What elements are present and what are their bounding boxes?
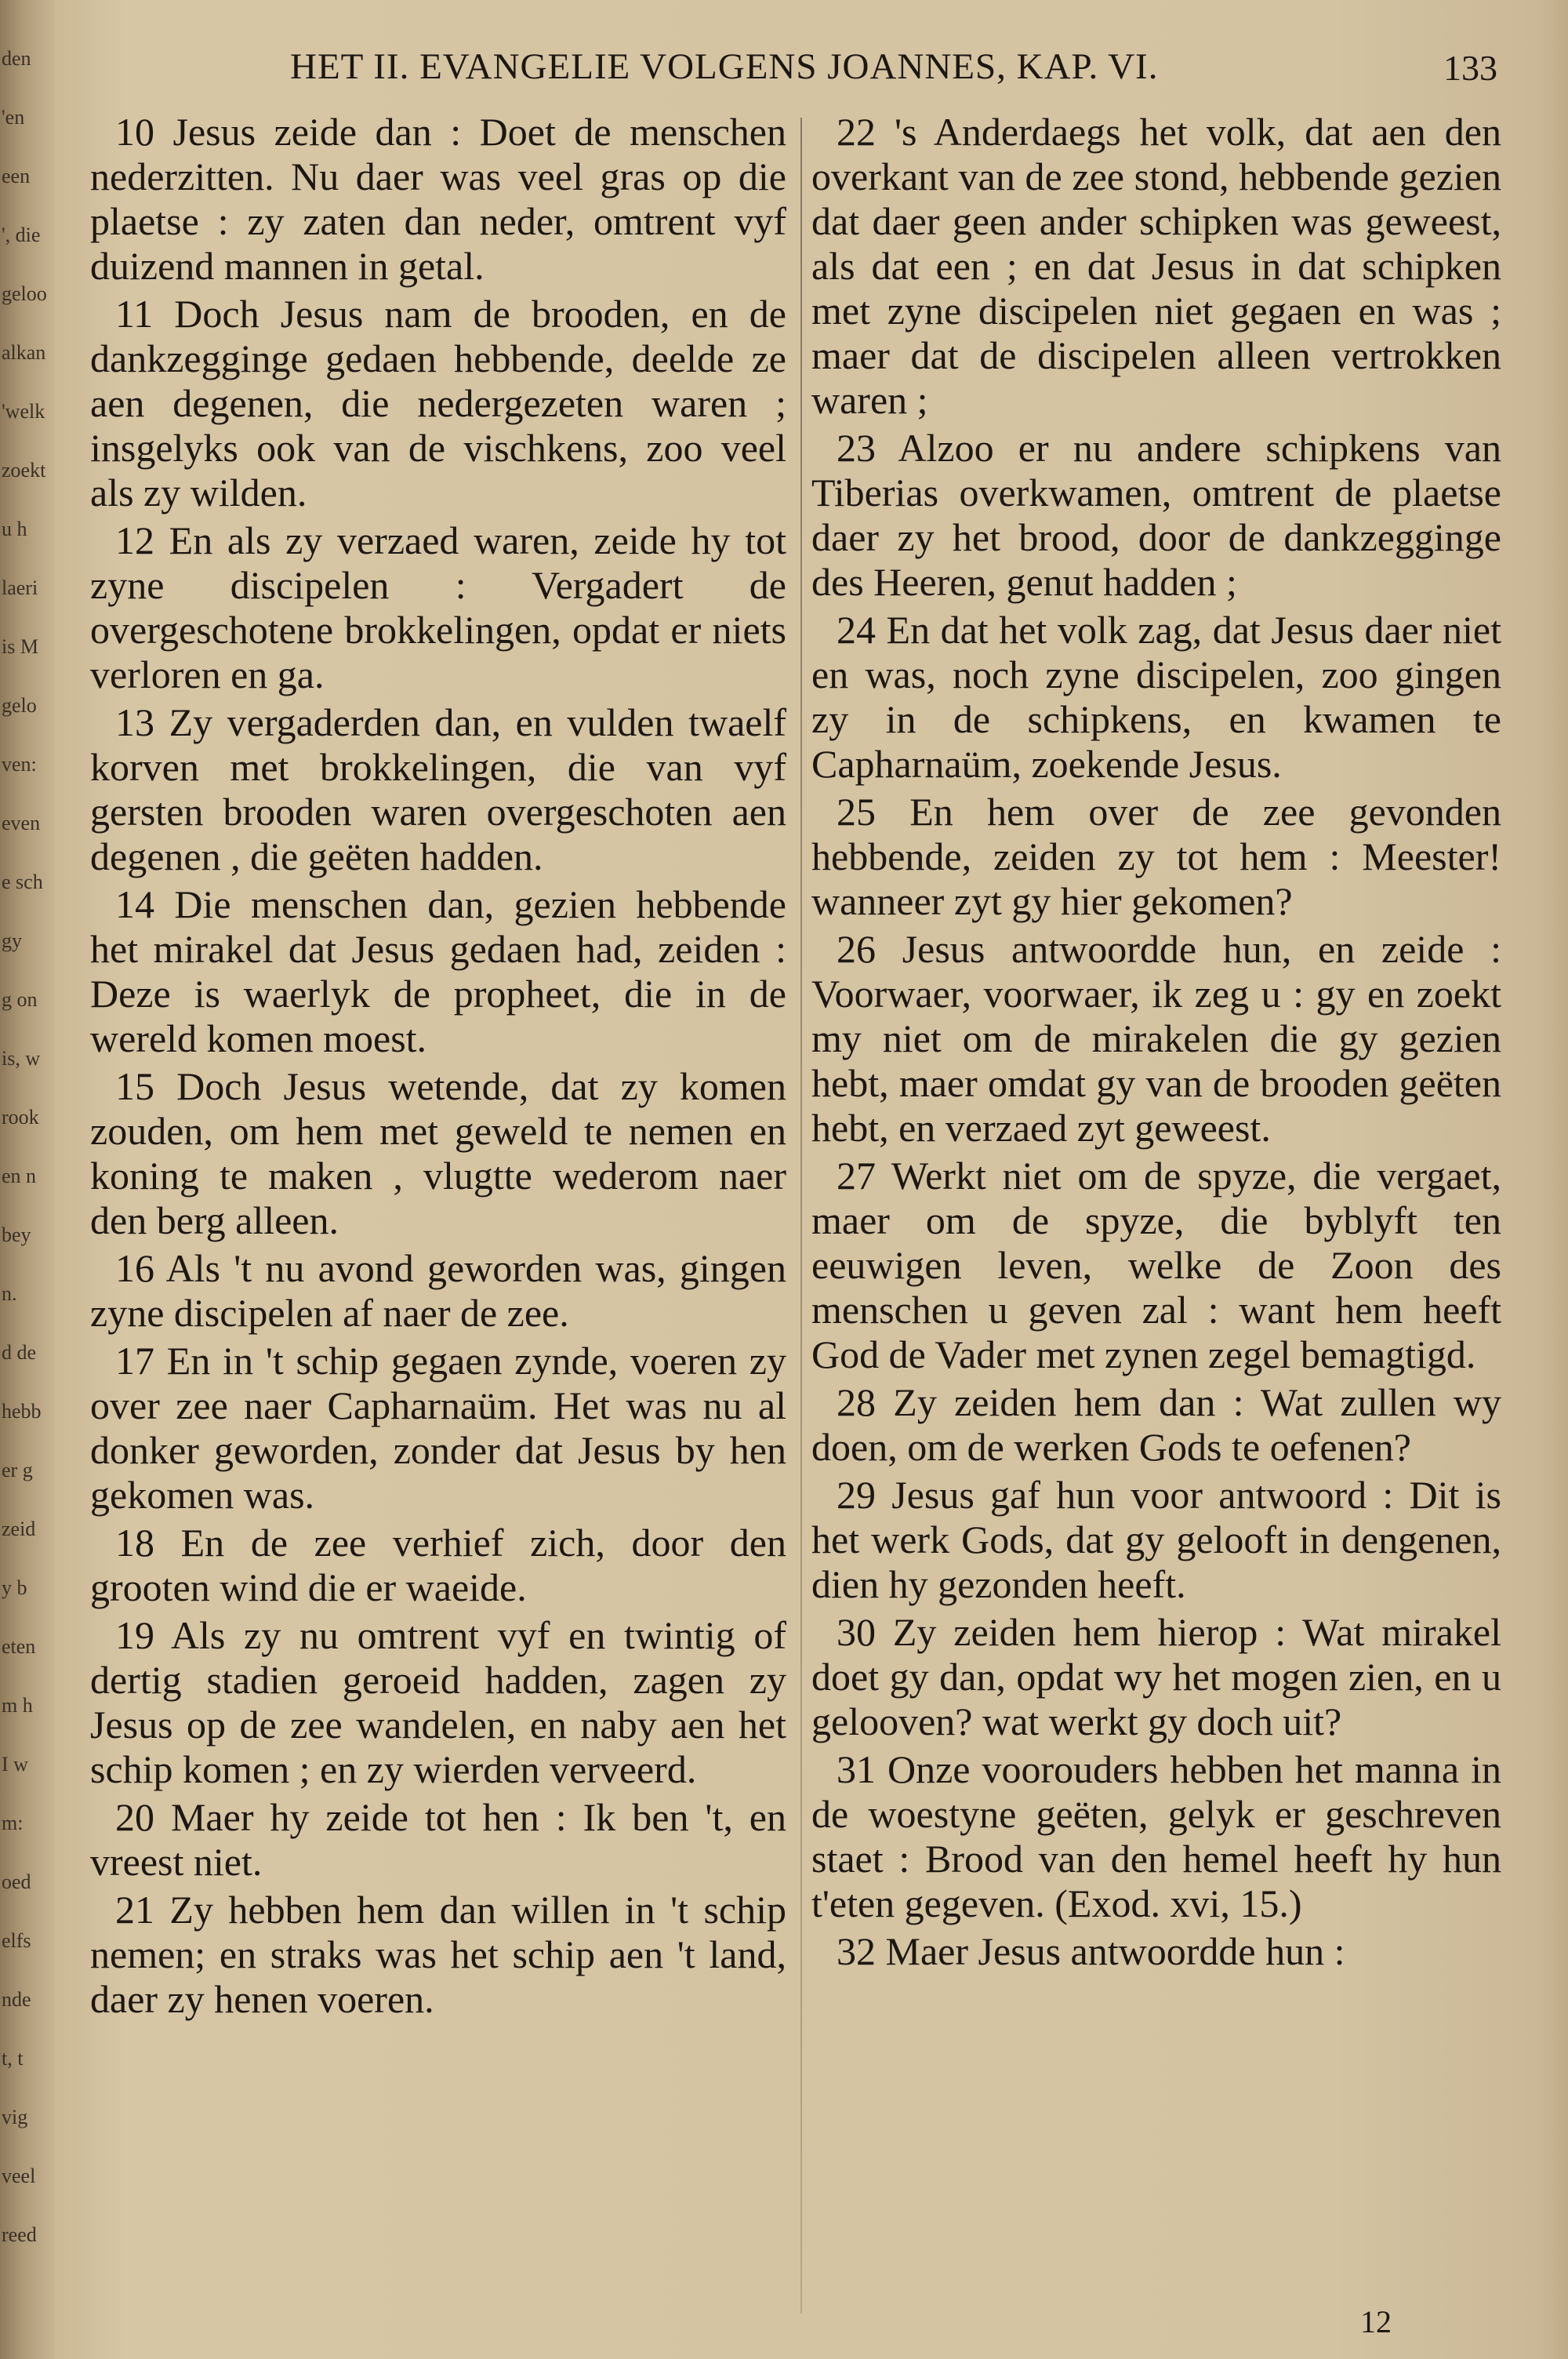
gutter-fragment: e sch bbox=[2, 871, 43, 893]
gutter-fragment: y b bbox=[2, 1576, 27, 1599]
verse-15: 15 Doch Jesus wetende, dat zy komen zouden, om hem met geweld te nemen en koning te maken , vlugtte wederom naer den berg alleen. bbox=[90, 1064, 786, 1242]
left-column bbox=[90, 110, 786, 2025]
gutter-fragment: rook bbox=[2, 1106, 39, 1129]
gutter-fragment: alkan bbox=[2, 341, 46, 364]
verse-11: 11 Doch Jesus nam de brooden, en de dankzegginge gedaen hebbende, deelde ze aen degenen, die nedergezeten waren ; insgelyks ook van de vischkens, zoo veel als zy wilden. bbox=[90, 292, 786, 514]
gutter-fragment: 'en bbox=[2, 106, 25, 129]
gutter-fragment: u h bbox=[2, 518, 27, 540]
gutter-fragment: n. bbox=[2, 1282, 17, 1305]
verse-26: 26 Jesus antwoordde hun, en zeide : Voorwaer, voorwaer, ik zeg u : gy en zoekt my niet om de mirakelen die gy gezien hebt, maer omdat gy van de brooden geëten hebt, en verzaed zyt geweest. bbox=[811, 927, 1501, 1150]
verse-31: 31 Onze voorouders hebben het manna in de woestyne geëten, gelyk er geschreven staet : Brood van den hemel heeft hy hun t'eten gegeven. (Exod. xvi, 15.) bbox=[811, 1747, 1501, 1925]
gutter-fragment: laeri bbox=[2, 576, 38, 599]
gutter-fragment: t, t bbox=[2, 2047, 24, 2070]
verse-27: 27 Werkt niet om de spyze, die vergaet, maer om de spyze, die byblyft ten eeuwigen leven, welke de Zoon des menschen u geven zal : want hem heeft God de Vader met zynen zegel bemagtigd. bbox=[811, 1154, 1501, 1376]
verse-24: 24 En dat het volk zag, dat Jesus daer niet en was, noch zyne discipelen, zoo gingen zy in de schipkens, en kwamen te Capharnaüm, zoekende Jesus. bbox=[811, 608, 1501, 786]
gutter-fragment: geloo bbox=[2, 282, 47, 305]
verse-12: 12 En als zy verzaed waren, zeide hy tot zyne discipelen : Vergadert de overgeschotene brokkelingen, opdat er niets verloren en ga. bbox=[90, 518, 786, 696]
verse-25: 25 En hem over de zee gevonden hebbende, zeiden zy tot hem : Meester! wanneer zyt gy hier gekomen? bbox=[811, 790, 1501, 923]
verse-20: 20 Maer hy zeide tot hen : Ik ben 't, en vreest niet. bbox=[90, 1795, 786, 1884]
gutter-fragment: oed bbox=[2, 1870, 31, 1893]
gutter-fragment: zoekt bbox=[2, 459, 46, 482]
gutter-fragment: een bbox=[2, 165, 31, 187]
gutter-fragment: er g bbox=[2, 1459, 33, 1481]
verse-22: 22 's Anderdaegs het volk, dat aen den overkant van de zee stond, hebbende gezien dat daer geen ander schipken was geweest, als dat een ; en dat Jesus in dat schipken met zyne discipelen niet gegaen en was ; maer dat de discipelen alleen vertrokken waren ; bbox=[811, 110, 1501, 422]
verse-32: 32 Maer Jesus antwoordde hun : bbox=[837, 1929, 1345, 1973]
gutter-fragment: hebb bbox=[2, 1400, 42, 1423]
gutter-fragment: vig bbox=[2, 2106, 28, 2128]
verse-28: 28 Zy zeiden hem dan : Wat zullen wy doen, om de werken Gods te oefenen? bbox=[811, 1380, 1501, 1469]
gutter-fragment: is, w bbox=[2, 1047, 41, 1070]
verse-17: 17 En in 't schip gegaen zynde, voeren zy over zee naer Capharnaüm. Het was nu al donker geworden, zonder dat Jesus by hen gekomen was. bbox=[90, 1339, 786, 1517]
verse-18: 18 En de zee verhief zich, door den grooten wind die er waeide. bbox=[90, 1521, 786, 1609]
gutter-fragment: eten bbox=[2, 1635, 36, 1658]
facing-page-gutter bbox=[0, 0, 55, 2359]
gutter-fragment: veel bbox=[2, 2165, 36, 2187]
gutter-fragment: m h bbox=[2, 1694, 33, 1717]
gutter-fragment: reed bbox=[2, 2223, 37, 2246]
page-number: 133 bbox=[1443, 48, 1497, 88]
verse-10: 10 Jesus zeide dan : Doet de menschen nederzitten. Nu daer was veel gras op die plaetse : zy zaten dan neder, omtrent vyf duizend mannen in getal. bbox=[90, 110, 786, 288]
verse-14: 14 Die menschen dan, gezien hebbende het mirakel dat Jesus gedaen had, zeiden : Deze is waerlyk de propheet, die in de wereld komen moest. bbox=[90, 882, 786, 1060]
gutter-fragment: g on bbox=[2, 988, 38, 1011]
verse-29: 29 Jesus gaf hun voor antwoord : Dit is het werk Gods, dat gy gelooft in dengenen, dien hy gezonden heeft. bbox=[811, 1473, 1501, 1606]
gutter-fragment: is M bbox=[2, 635, 38, 658]
verse-13: 13 Zy vergaderden dan, en vulden twaelf korven met brokkelingen, die van vyf gersten brooden waren overgeschoten aen degenen , die geëten hadden. bbox=[90, 700, 786, 878]
gutter-fragment: den bbox=[2, 47, 31, 70]
running-header: HET II. EVANGELIE VOLGENS JOANNES, KAP. VI. bbox=[290, 46, 1159, 87]
verse-19: 19 Als zy nu omtrent vyf en twintig of dertig stadien geroeid hadden, zagen zy Jesus op de zee wandelen, en naby aen het schip komen ; en zy wierden verveerd. bbox=[90, 1613, 786, 1791]
verse-21: 21 Zy hebben hem dan willen in 't schip nemen; en straks was het schip aen 't land, daer zy henen voeren. bbox=[90, 1888, 786, 2021]
verse-23: 23 Alzoo er nu andere schipkens van Tiberias overkwamen, omtrent de plaetse daer zy het brood, door de dankzegginge des Heeren, genut hadden ; bbox=[811, 426, 1501, 604]
column-divider bbox=[800, 118, 802, 2314]
gutter-fragment: gy bbox=[2, 929, 22, 952]
gutter-fragment: ven: bbox=[2, 753, 37, 776]
gutter-fragment: ', die bbox=[2, 224, 41, 246]
gutter-fragment: nde bbox=[2, 1988, 31, 2011]
gutter-fragment: 'welk bbox=[2, 400, 45, 423]
gutter-fragment: bey bbox=[2, 1223, 31, 1246]
gutter-fragment: en n bbox=[2, 1165, 37, 1187]
gutter-fragment: even bbox=[2, 812, 41, 834]
gutter-fragment: m: bbox=[2, 1812, 24, 1834]
verse-30: 30 Zy zeiden hem hierop : Wat mirakel doet gy dan, opdat wy het mogen zien, en u gelooven? wat werkt gy doch uit? bbox=[811, 1610, 1501, 1743]
right-column bbox=[811, 110, 1501, 1977]
verse-16: 16 Als 't nu avond geworden was, gingen zyne discipelen af naer de zee. bbox=[90, 1246, 786, 1335]
gutter-fragment: gelo bbox=[2, 694, 37, 717]
gutter-fragment: elfs bbox=[2, 1929, 31, 1952]
gutter-fragment: d de bbox=[2, 1341, 37, 1364]
gutter-fragment: I w bbox=[2, 1753, 28, 1776]
gutter-fragment: zeid bbox=[2, 1518, 36, 1540]
signature-mark: 12 bbox=[1360, 2304, 1392, 2339]
